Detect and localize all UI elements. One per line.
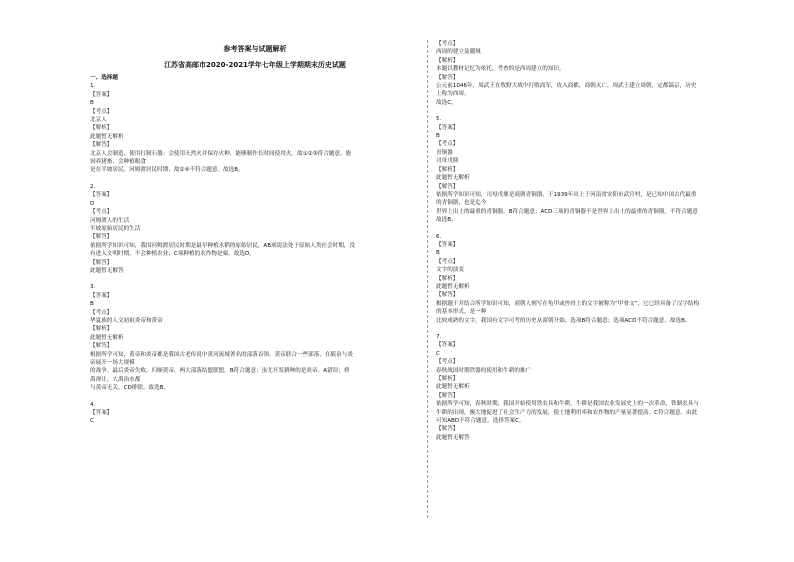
question-block [436, 115, 770, 224]
answer-value: B [436, 133, 440, 140]
explain-line: 依据所学知识可知，我国河姆渡居民时期是最早种植水稻的原始居民，AB项说法处于原始人类社会时期，没 [90, 242, 355, 249]
question-number: 1. [90, 83, 96, 90]
explain-line: 故选B。 [436, 217, 457, 224]
point-item: 华夏族的人文初祖炎帝和黄帝 [90, 317, 163, 324]
question-number: 2. [90, 183, 96, 190]
answer-label: 【答案】 [436, 342, 459, 349]
explain-line: 故选C。 [436, 99, 457, 106]
point-item: 青铜器 [436, 149, 453, 156]
point-label: 【考点】 [90, 209, 113, 216]
point-label: 【考点】 [436, 41, 459, 47]
explain-line: 上称为西周。 [436, 91, 470, 98]
explain-line: 饲养猪畜、会种植粮食 [90, 159, 146, 166]
explain-label: 【解答】 [436, 292, 459, 299]
answer-value: B [90, 301, 94, 308]
answer-label: 【答案】 [436, 124, 459, 131]
explain-label: 【解答】 [90, 142, 113, 149]
analysis-label: 【解析】 [436, 275, 459, 282]
explain-label: 【解答】 [90, 234, 113, 241]
column-divider [427, 40, 428, 518]
explain-line: 北京人会制造、使用打制石器；会使用天然火并保存火种，能够制作长时间使用火。故①②③符合题意，能 [90, 150, 352, 157]
analysis-label: 【解析】 [436, 166, 459, 173]
point-label: 【考点】 [90, 309, 113, 316]
point-label: 【考点】 [436, 141, 459, 148]
spacer [436, 325, 770, 333]
answer-label: 【答案】 [436, 241, 459, 248]
left-column [90, 36, 420, 426]
answer-label: 【答案】 [90, 91, 113, 98]
solve-label: 【解答】 [90, 259, 113, 266]
answer-value: B [90, 100, 94, 107]
explain-line: 与黄帝无关。CD排除。故选B。 [90, 385, 170, 392]
spacer [90, 393, 420, 401]
question-number: 5. [436, 116, 442, 123]
answer-value: D [90, 200, 95, 207]
explain-line: 是在半坡居民、河姆渡居民时期，故②④不符合题意。故选B。 [90, 167, 244, 174]
question-number: 6. [436, 233, 442, 240]
point-item: 半坡原始居民的生活 [90, 225, 141, 232]
explain-line: 的青铜器，也是迄今 [436, 200, 487, 207]
spacer [436, 107, 770, 115]
analysis-label: 【解析】 [436, 57, 459, 64]
point-item: 西周的建立及疆域 [436, 49, 481, 56]
document-title: 参考答案与试题解析 [223, 45, 287, 53]
explain-line: 禹禅让。大禹治水都 [90, 376, 141, 383]
answer-label: 【答案】 [90, 292, 113, 299]
point-item: 河姆渡人的生活 [90, 217, 130, 224]
question-number: 3. [90, 284, 96, 291]
explain-label: 【解答】 [436, 392, 459, 399]
explain-line: 根据题干并结合所学知识可知，商朝人刻写在龟甲或兽骨上的文字被称为“甲骨文”，它已经具备了汉字结构 [436, 300, 700, 307]
question-block [436, 233, 770, 325]
right-column [436, 40, 770, 442]
question-block [436, 40, 770, 107]
explain-line: 依据所学知识可知，司母戊鼎是商朝青铜器，于1939年出土于河南省安阳市武官村，是已知中国古代最重 [436, 191, 697, 198]
left-body [90, 82, 420, 425]
answer-label: 【答案】 [90, 192, 113, 199]
analysis-text: 此题暂无解析 [436, 283, 470, 290]
question-block [90, 401, 420, 426]
point-item: 文字的演变 [436, 267, 464, 274]
document-subtitle: 江苏省高邮市2020-2021学年七年级上学期期末历史试题 [164, 61, 346, 69]
question-block [90, 183, 420, 275]
explain-line: 比较成熟的文字。我国有文字可考的历史从商朝开始，选项B符合题意；选项ACD不符合题意。故选B。 [436, 317, 691, 324]
point-item: 春秋战国时期铁器的使用和牛耕的推广 [436, 367, 532, 374]
answer-value: B [436, 250, 440, 257]
analysis-text: 此题暂无解析 [436, 175, 470, 182]
explain-label: 【解答】 [90, 343, 113, 350]
explain-label: 【解答】 [436, 74, 459, 81]
solve-text: 此题暂无解答 [436, 434, 470, 441]
question-block [436, 333, 770, 442]
answer-value: C [436, 350, 440, 357]
question-block [90, 283, 420, 392]
analysis-text: 此题暂无解析 [90, 133, 124, 140]
explain-line: 的战争。最后炎帝失败，归顺黄帝，两大部落结盟联盟。B符合题意；蚩尤开发耕种的是炎帝。A错误；舜 [90, 368, 350, 375]
analysis-label: 【解析】 [436, 376, 459, 383]
explain-line: 根据所学可知，黄帝和炎帝都是我国古老传说中黄河流域著名的部落首领。黄帝联合一些部落，在阪泉与炎 [90, 351, 353, 358]
explain-line: 世界上出土的最重的青铜器。B符合题意；ACD三项的青铜器不是世界上出土的最重的青铜器，不符合题意 [436, 208, 698, 215]
explain-label: 【解答】 [436, 183, 459, 190]
spacer [90, 275, 420, 283]
answer-label: 【答案】 [90, 410, 113, 417]
question-number: 7. [436, 334, 442, 340]
explain-line: 牛耕的出现，极大地促进了社会生产力的发展，使土地利用率和农作物的产量显著提高。C符合题意。由此 [436, 409, 698, 416]
spacer [90, 175, 420, 183]
explain-line: 可知ABD不符合题意，选择答案C。 [436, 418, 525, 425]
analysis-label: 【解析】 [90, 326, 113, 333]
analysis-text: 此题暂无解析 [436, 384, 470, 391]
explain-line: 帝展开一场大规模 [90, 360, 135, 366]
spacer [436, 225, 770, 233]
solve-text: 此题暂无解答 [90, 267, 124, 274]
analysis-label: 【解析】 [90, 125, 113, 132]
point-label: 【考点】 [90, 108, 113, 115]
analysis-text: 此题暂无解析 [90, 334, 124, 341]
point-item: 司母戊鼎 [436, 158, 459, 165]
answer-value: C [90, 418, 94, 425]
right-body [436, 40, 770, 442]
explain-line: 有进入文明时期，不会种植农业；C项种植的农作物是粟。故选D。 [90, 251, 255, 258]
question-number: 4. [90, 401, 96, 408]
section-heading: 一、选择题 [90, 75, 118, 81]
question-block [90, 82, 420, 174]
point-item: 北京人 [90, 117, 107, 124]
explain-line: 的基本形式，是一种 [436, 309, 487, 316]
point-label: 【考点】 [436, 258, 459, 265]
solve-label: 【解答】 [436, 426, 459, 433]
analysis-text: 本题以教材记忆为依托，考查的是西周建立的知识。 [436, 66, 565, 73]
point-label: 【考点】 [436, 359, 459, 366]
explain-line: 公元前1046年，周武王在牧野大战中打败商军，攻入商都，商朝灭亡。周武王建立周朝，定都镐京，历史 [436, 83, 697, 90]
explain-line: 依据所学可知，春秋时期，我国开始使用铁农具和牛耕。牛耕是我国农业发展史上的一次革命，铁制农具与 [436, 401, 699, 408]
